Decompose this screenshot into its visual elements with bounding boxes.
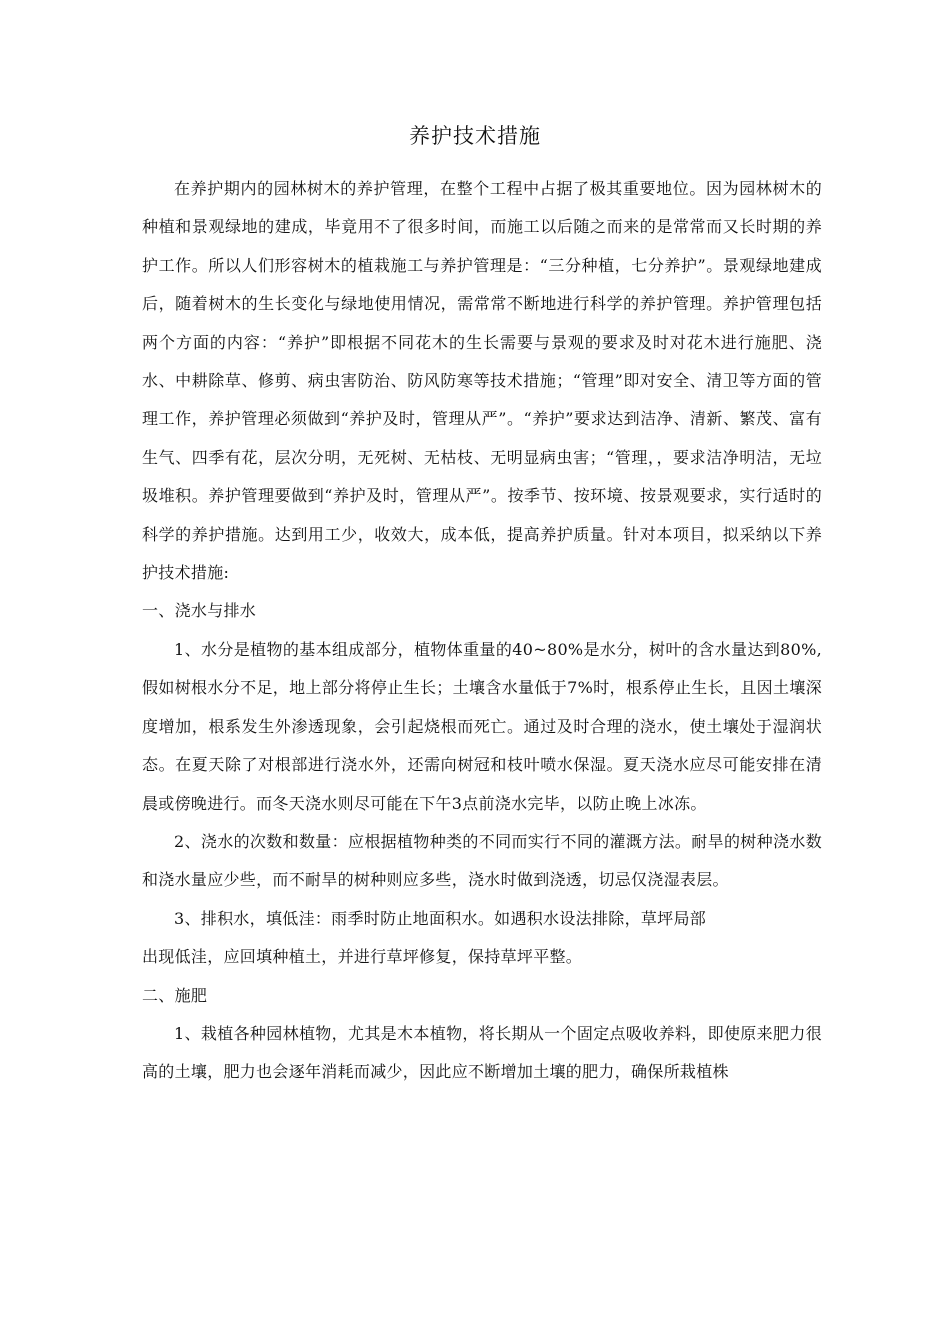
paragraph-watering-3: 3、排积水，填低洼：雨季时防止地面积水。如遇积水设法排除，草坪局部 [174, 908, 707, 928]
paragraph-watering-1: 1、水分是植物的基本组成部分，植物体重量的40~80%是水分，树叶的含水量达到80%,假如树根水分不足，地上部分将停止生长；土壤含水量低于7%时，根系停止生长，且因土壤深度增加，根系发生外渗透现象，会引起烧根而死亡。通过及时合理的浇水，使土壤处于湿润状态。在夏天除了对根部进行浇水外，还需向树冠和枝叶喷水保湿。夏天浇水应尽可能安排在清晨或傍晚进行。而冬天浇水则尽可能在下午3点前浇水完毕，以防止晚上冰冻。 [142, 639, 822, 813]
paragraph-watering-3-continued: 出现低洼，应回填种植土，并进行草坪修复，保持草坪平整。 [142, 947, 583, 967]
page-title: 养护技术措施 [409, 124, 541, 148]
document-body [142, 170, 822, 1092]
paragraph-intro: 在养护期内的园林树木的养护管理，在整个工程中占据了极其重要地位。因为园林树木的种植和景观绿地的建成，毕竟用不了很多时间，而施工以后随之而来的是常常而又长时期的养护工作。所以人们形容树木的植栽施工与养护管理是：“三分种植，七分养护”。景观绿地建成后，随着树木的生长变化与绿地使用情况，需常常不断地进行科学的养护管理。养护管理包括两个方面的内容：“养护”即根据不同花木的生长需要与景观的要求及时对花木进行施肥、浇水、中耕除草、修剪、病虫害防治、防风防寒等技术措施；“管理”即对安全、清卫等方面的管理工作，养护管理必须做到“养护及时，管理从严”。“养护”要求达到洁净、清新、繁茂、富有生气、四季有花，层次分明，无死树、无枯枝、无明显病虫害；“管理，，要求洁净明洁，无垃圾堆积。养护管理要做到“养护及时，管理从严”。按季节、按环境、按景观要求，实行适时的科学的养护措施。达到用工少，收效大，成本低，提高养护质量。针对本项目，拟采纳以下养护技术措施: [142, 179, 822, 583]
section-heading-fertilizing: 二、施肥 [142, 985, 208, 1005]
paragraph-fertilizing-1: 1、栽植各种园林植物，尤其是木本植物，将长期从一个固定点吸收养料，即使原来肥力很高的土壤，肥力也会逐年消耗而减少，因此应不断增加土壤的肥力，确保所栽植株 [142, 1023, 822, 1082]
paragraph-watering-2: 2、浇水的次数和数量：应根据植物种类的不同而实行不同的灌溉方法。耐旱的树种浇水数和浇水量应少些，而不耐旱的树种则应多些，浇水时做到浇透，切忌仅浇湿表层。 [142, 831, 822, 890]
section-heading-watering: 一、浇水与排水 [142, 601, 257, 621]
